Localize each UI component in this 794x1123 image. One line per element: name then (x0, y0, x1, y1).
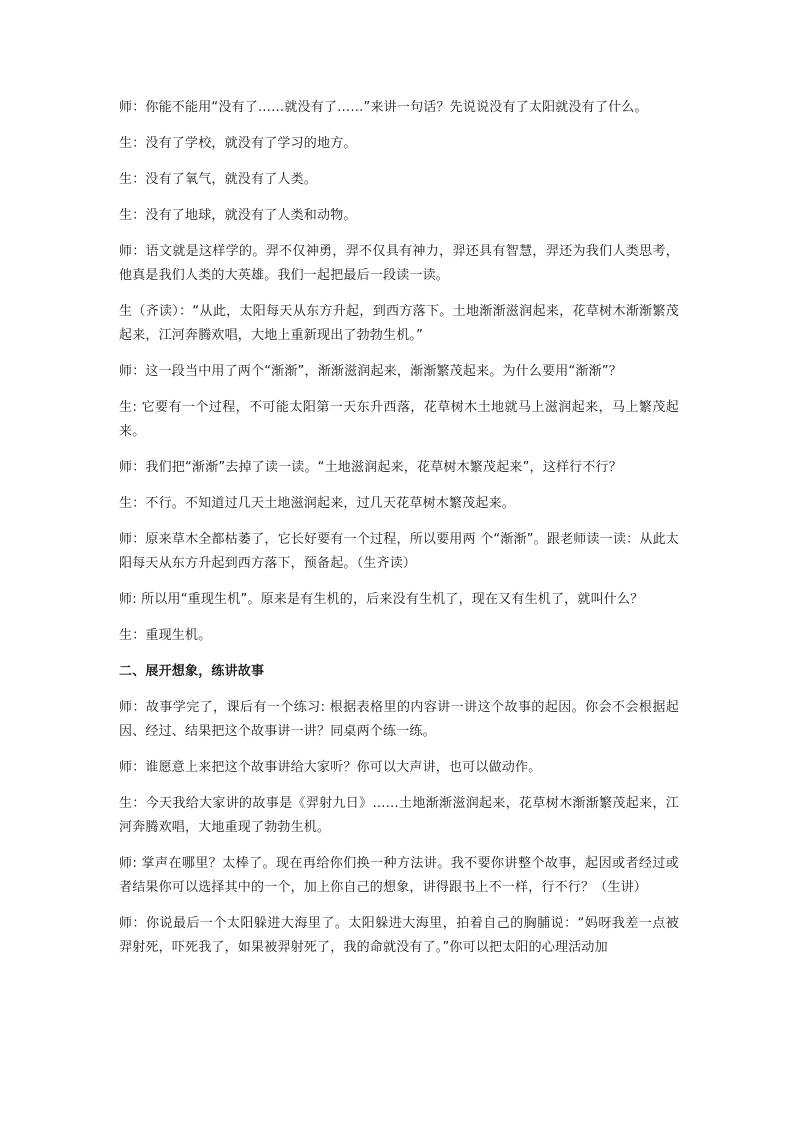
paragraph: 师：原来草木全都枯萎了，它长好要有一个过程，所以要用两 个“渐渐”。跟老师读一读：从此太阳每天从东方升起到西方落下，预备起。（生齐读） (119, 532, 679, 571)
paragraph: 师：你说最后一个太阳躲进大海里了。太阳躲进大海里，拍着自己的胸脯说：“妈呀我差一点被羿射死，吓死我了，如果被羿射死了，我的命就没有了。”你可以把太阳的心理活动加 (119, 916, 679, 955)
paragraph: 师: 所以用“重现生机”。原来是有生机的，后来没有生机了，现在又有生机了，就叫什么？ (119, 592, 644, 607)
paragraph: 生：没有了氧气，就没有了人类。 (119, 172, 318, 187)
paragraph: 生：不行。不知道过几天土地滋润起来，过几天花草树木繁茂起来。 (119, 496, 516, 511)
paragraph: 师：我们把“渐渐”去掉了读一读。“土地滋润起来，花草树木繁茂起来”，这样行不行？ (119, 460, 622, 475)
paragraph: 师：语文就是这样学的。羿不仅神勇，羿不仅具有神力，羿还具有智慧，羿还为我们人类思考，他真是我们人类的大英雄。我们一起把最后一段读一读。 (119, 244, 679, 283)
paragraph: 生：重现生机。 (119, 628, 212, 643)
paragraph: 生（齐读）：“从此，太阳每天从东方升起，到西方落下。土地渐渐滋润起来，花草树木渐渐繁茂起来，江河奔腾欢唱，大地上重新现出了勃勃生机。” (119, 304, 679, 343)
paragraph: 生：没有了学校，就没有了学习的地方。 (119, 136, 357, 151)
paragraph: 师：故事学完了，课后有一个练习: 根据表格里的内容讲一讲这个故事的起因。你会不会根据起因、经过、结果把这个故事讲一讲？同桌两个练一练。 (119, 700, 679, 739)
paragraph: 生：没有了地球，就没有了人类和动物。 (119, 208, 357, 223)
paragraph: 师：这一段当中用了两个“渐渐”，渐渐滋润起来，渐渐繁茂起来。为什么要用“渐渐”？ (119, 364, 622, 379)
paragraph: 师：谁愿意上来把这个故事讲给大家听？你可以大声讲，也可以做动作。 (119, 760, 542, 775)
document-page (119, 96, 679, 972)
paragraph: 生: 它要有一个过程，不可能太阳第一天东升西落，花草树木土地就马上滋润起来，马上繁茂起来。 (119, 400, 679, 439)
paragraph: 师：你能不能用“没有了……就没有了……”来讲一句话？先说说没有了太阳就没有了什么。 (119, 100, 648, 115)
section-heading: 二、展开想象，练讲故事 (119, 664, 265, 679)
paragraph: 师: 掌声在哪里？太棒了。现在再给你们换一种方法讲。我不要你讲整个故事，起因或者经过或者结果你可以选择其中的一个，加上你自己的想象，讲得跟书上不一样，行不行？（生讲） (119, 856, 679, 895)
paragraph: 生：今天我给大家讲的故事是《羿射九日》……土地渐渐滋润起来，花草树木渐渐繁茂起来，江河奔腾欢唱，大地重现了勃勃生机。 (119, 796, 679, 835)
